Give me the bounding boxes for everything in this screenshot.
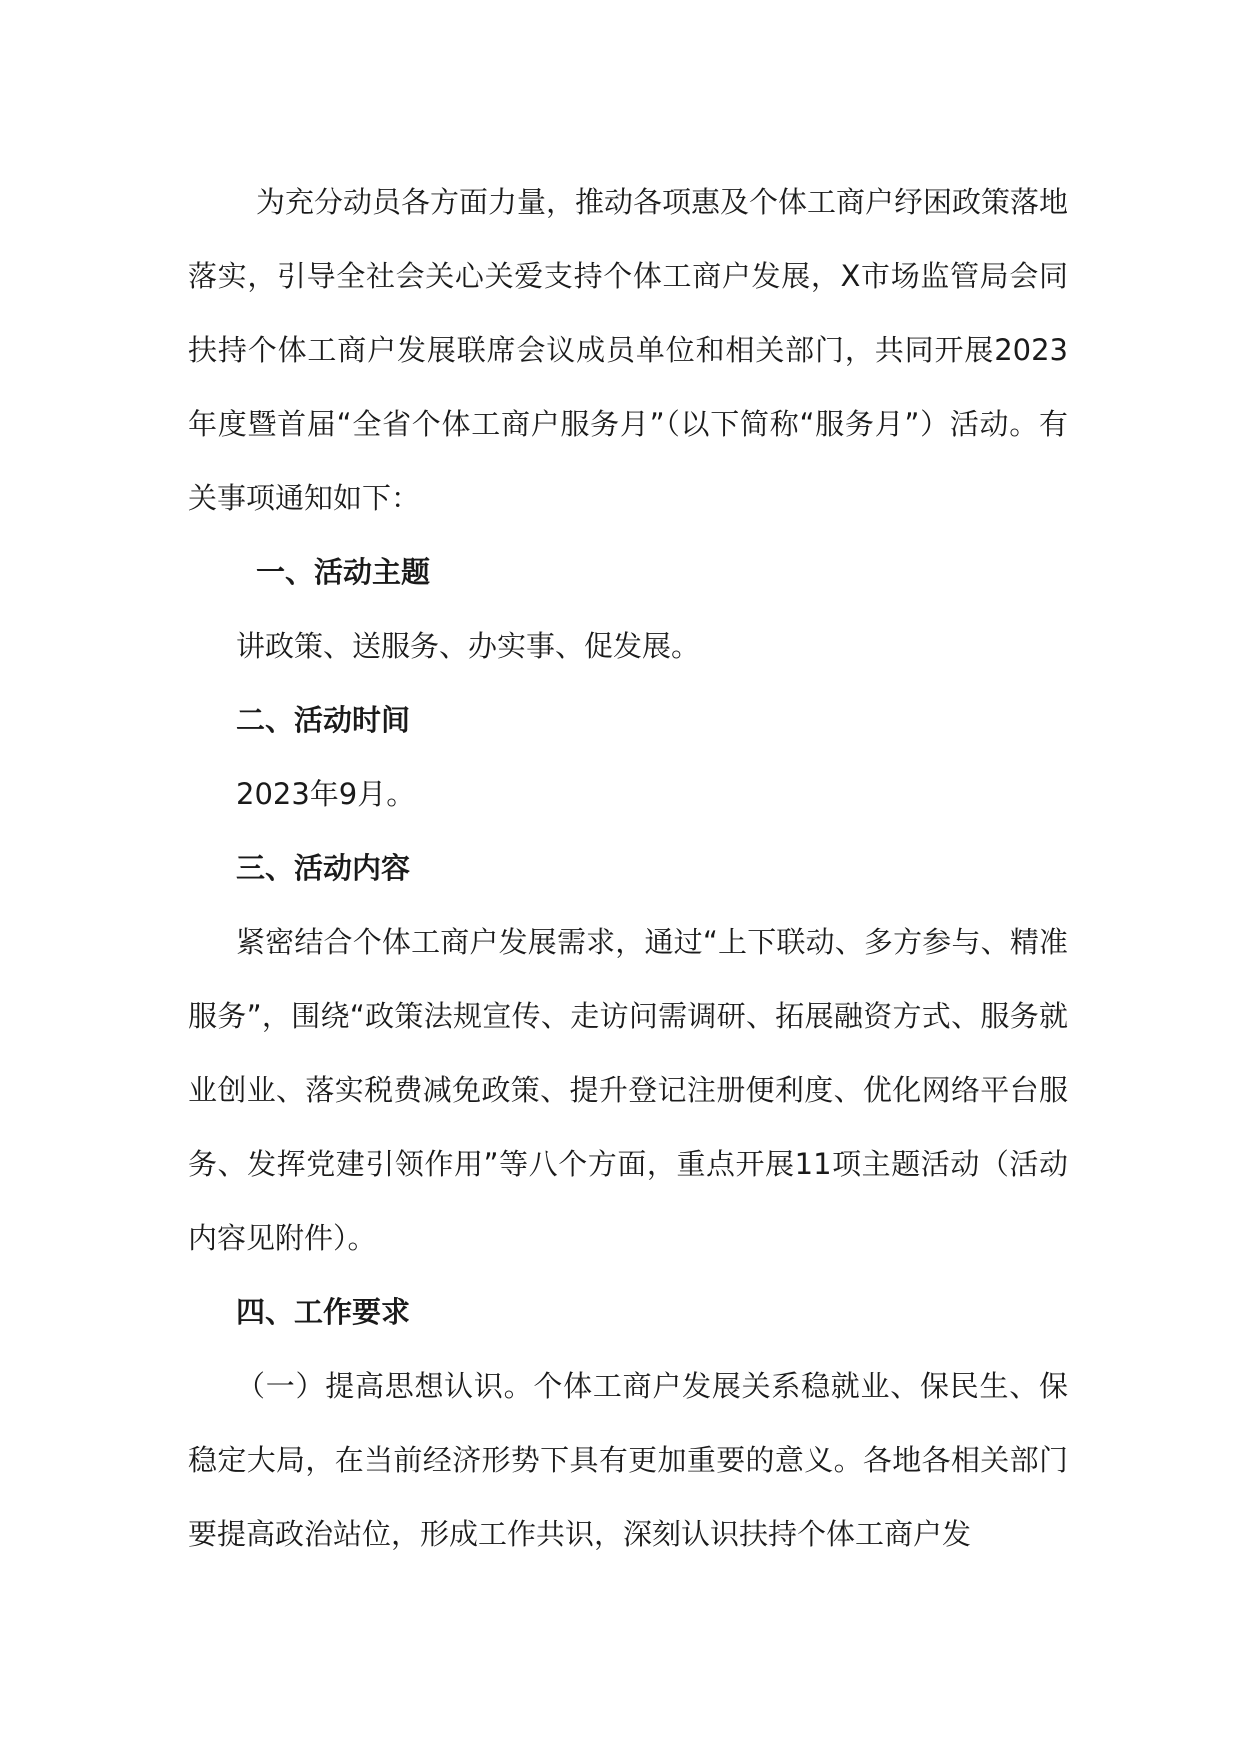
section-heading-time: 二、活动时间	[236, 703, 411, 737]
section-body-time: 2023年9月。	[236, 777, 416, 811]
section-body-content: 紧密结合个体工商户发展需求，通过“上下联动、多方参与、精准服务”，围绕“政策法规宣传、走访问需调研、拓展融资方式、服务就业创业、落实税费减免政策、提升登记注册便利度、优化网络平台服务、发挥党建引领作用”等八个方面，重点开展11项主题活动（活动内容见附件）。	[188, 925, 1068, 1255]
section-body-theme: 讲政策、送服务、办实事、促发展。	[236, 629, 701, 663]
intro-paragraph: 为充分动员各方面力量，推动各项惠及个体工商户纾困政策落地落实，引导全社会关心关爱支持个体工商户发展，X市场监管局会同扶持个体工商户发展联席会议成员单位和相关部门，共同开展2023年度暨首届“全省个体工商户服务月”（以下简称“服务月”）活动。有关事项通知如下：	[188, 185, 1069, 515]
section-heading-requirements: 四、工作要求	[236, 1295, 411, 1329]
section-heading-content: 三、活动内容	[236, 851, 411, 885]
section-heading-theme: 一、活动主题	[256, 555, 431, 589]
document-body	[188, 165, 1068, 1571]
section-body-requirements: （一）提高思想认识。个体工商户发展关系稳就业、保民生、保稳定大局，在当前经济形势下具有更加重要的意义。各地各相关部门要提高政治站位，形成工作共识，深刻认识扶持个体工商户发	[188, 1369, 1068, 1551]
